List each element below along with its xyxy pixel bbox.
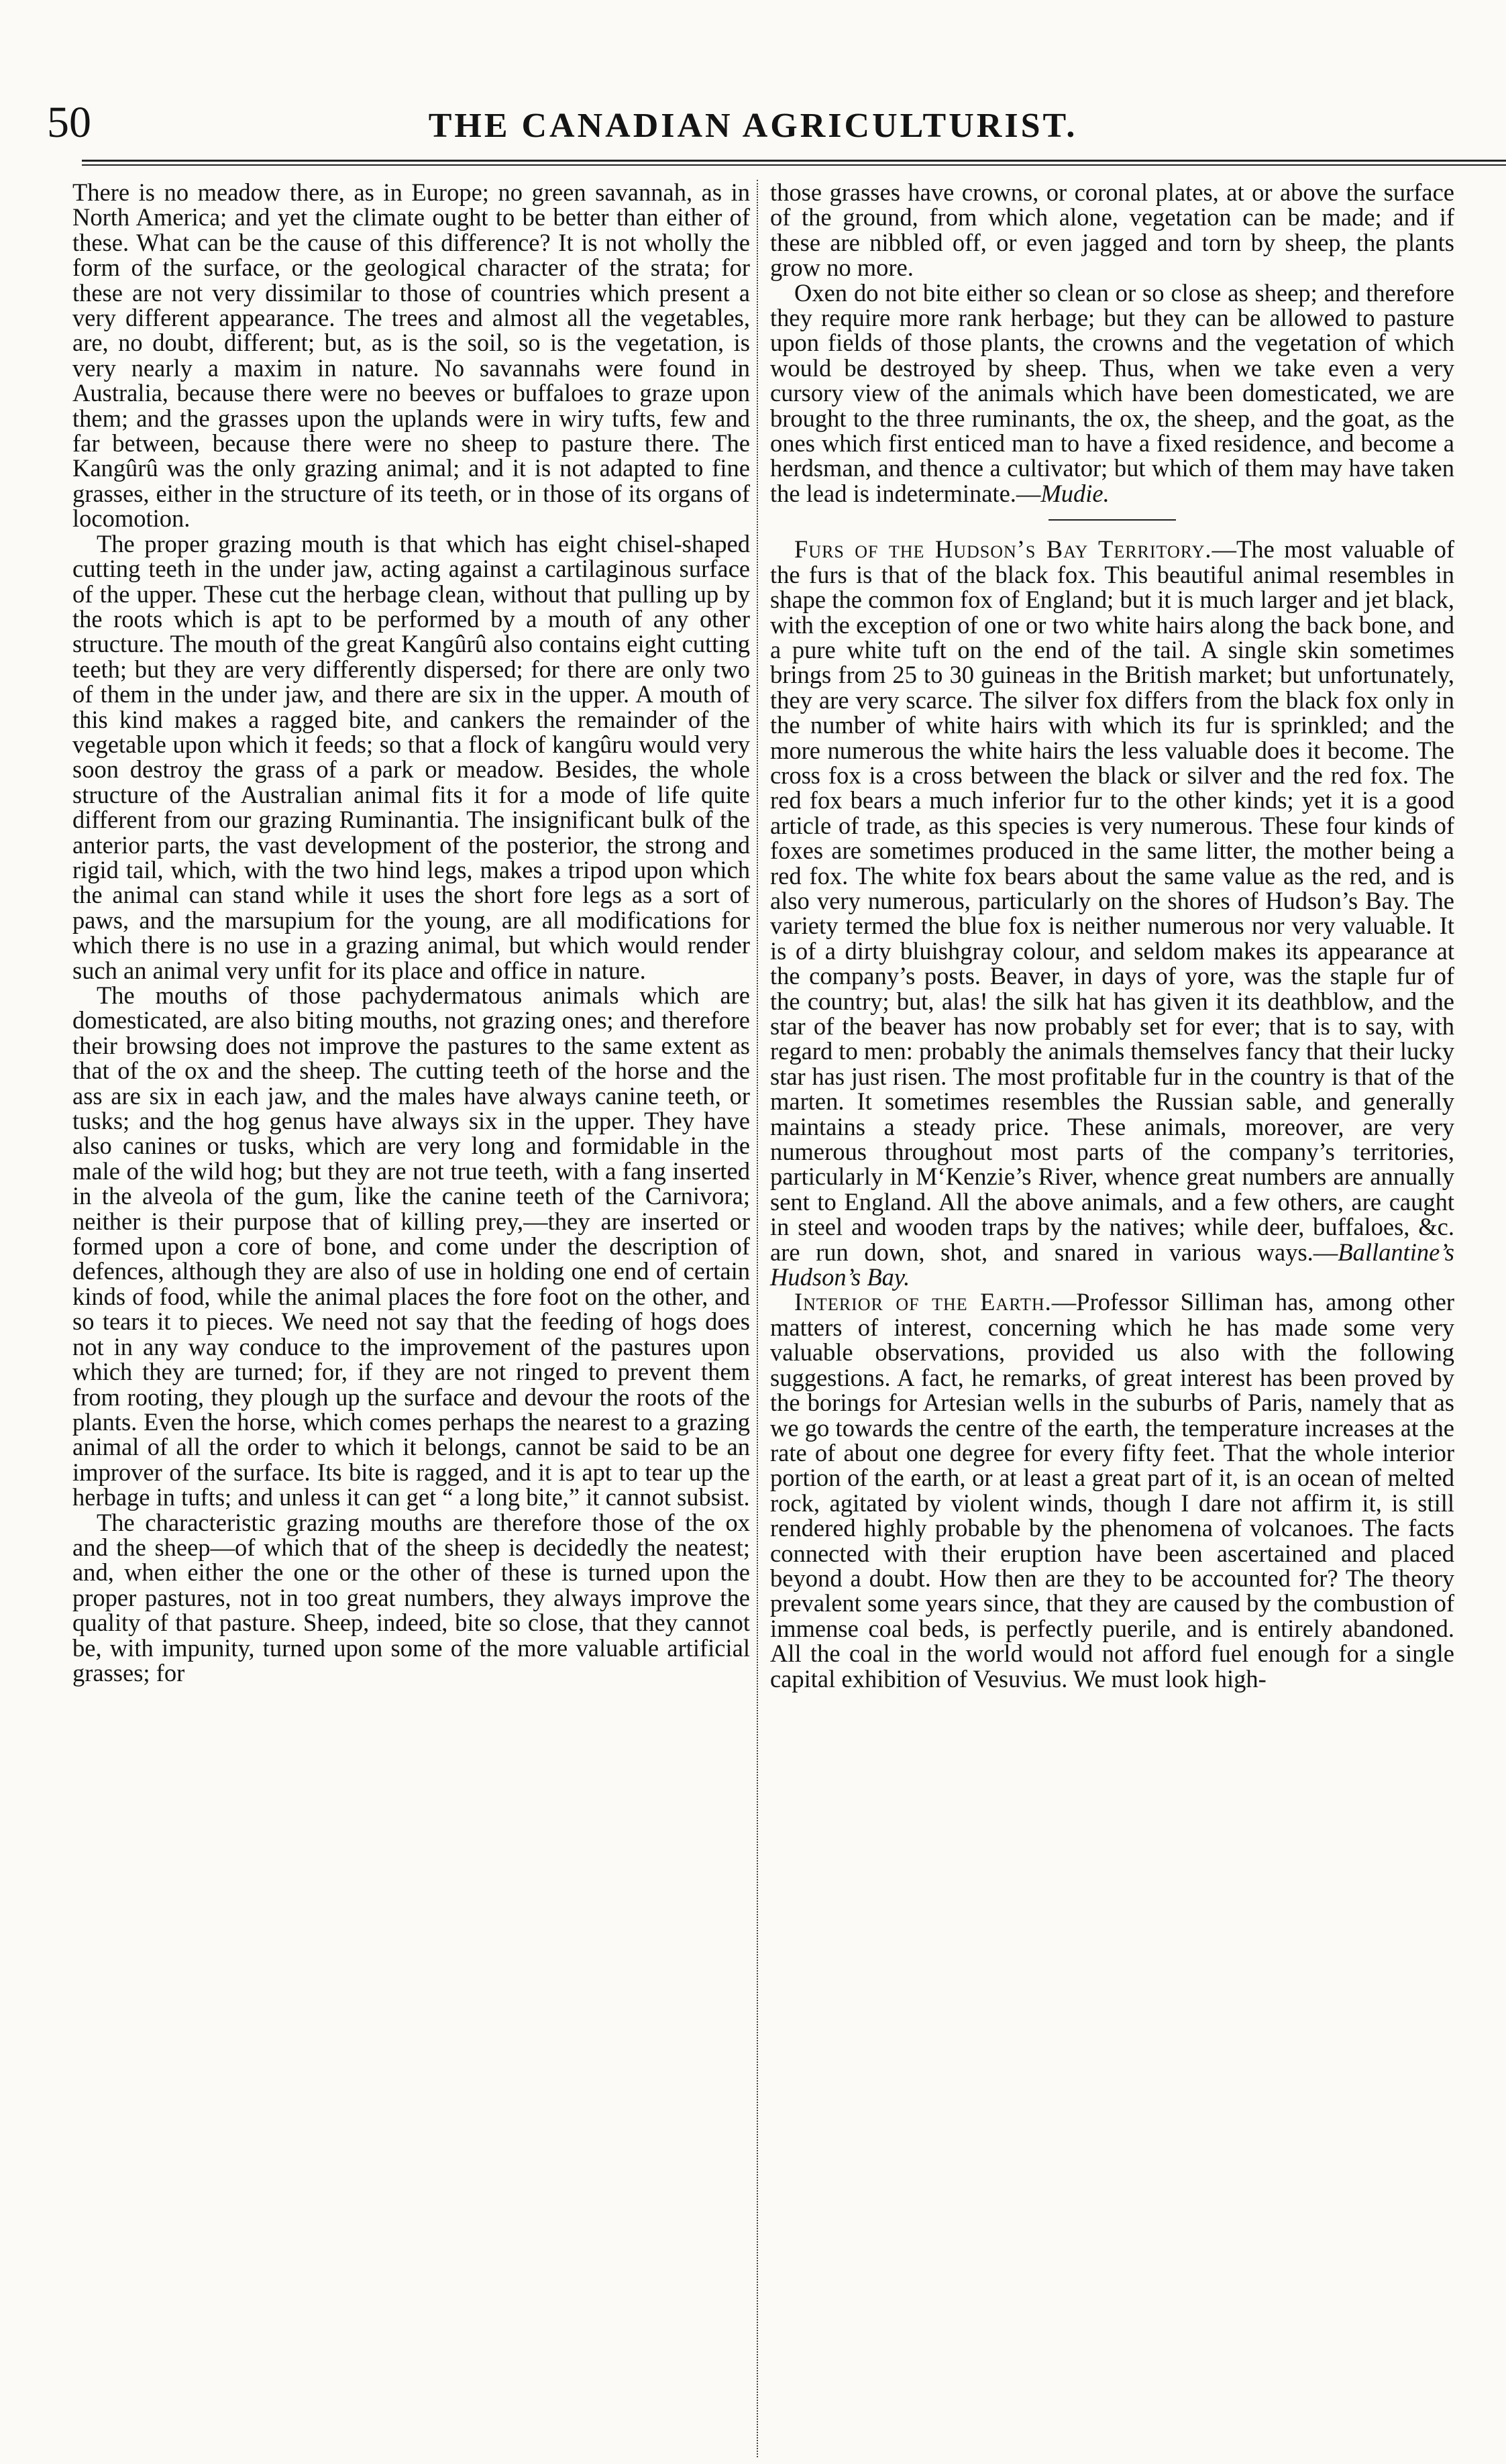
paragraph-text: Oxen do not bite either so clean or so close as sheep; and therefore they require more rank herbage; but they can be allowed to pasture upon fields of those plants, the crowns and the vegetation of which would be destroyed by sheep. Thus, when we take even a very cursory view of the animals which have been domesticated, we are brought to the three ruminants, the ox, the sheep, and the goat, as the ones which first enticed man to have a fixed residence, and become a herdsman, and thence a cultivator; but which of them may have taken the lead is indeterminate.— <box>770 278 1454 507</box>
article-furs <box>770 537 1454 1289</box>
right-column <box>770 180 1454 1691</box>
article-heading: Interior of the Earth. <box>794 1288 1052 1316</box>
paragraph: There is no meadow there, as in Europe; no green savannah, as in North America; and yet the climate ought to be better than either of these. What can be the cause of this difference? It is not wholly the form of the surface, or the geological character of the strata; for these are not very dissimilar to those of countries which present a very different appearance. The trees and almost all the vegetables, are, no doubt, different; but, as is the soil, so is the vegetation, is very nearly a maxim in nature. No savannahs were found in Australia, because there were no beeves or buffaloes to graze upon them; and the grasses upon the uplands were in wiry tufts, few and far between, because there were no sheep to pasture there. The Kangûrû was the only grazing animal; and it is not adapted to fine grasses, either in the structure of its teeth, or in those of its organs of locomotion. <box>72 178 750 533</box>
paragraph: The characteristic grazing mouths are therefore those of the ox and the sheep—of which that of the sheep is decidedly the neatest; and, when either the one or the other of these is turned upon the proper pastures, not in too great numbers, they always improve the quality of that pasture. Sheep, indeed, bite so close, that they cannot be, with impunity, turned upon some of the more valuable artificial grasses; for <box>72 1508 750 1686</box>
header-rule <box>82 160 1506 166</box>
paragraph: The proper grazing mouth is that which has eight chisel-shaped cutting teeth in the under jaw, acting against a cartilaginous surface of the upper. These cut the herbage clean, without that pulling up by the roots which is apt to be performed by a mouth of any other structure. The mouth of the great Kangûrû also contains eight cutting teeth; but they are very differently dispersed; for there are only two of them in the under jaw, and there are six in the upper. A mouth of this kind makes a ragged bite, and cankers the remainder of the vegetable upon which it feeds; so that a flock of kangûru would very soon destroy the grass of a park or meadow. Besides, the whole structure of the Australian animal fits it for a mode of life quite different from our grazing Ruminantia. The insignificant bulk of the anterior parts, the vast development of the posterior, the strong and rigid tail, which, with the two hind legs, makes a tripod upon which the animal can stand while it uses the short fore legs as a sort of paws, and the marsupium for the young, are all modifications for which there is no use in a grazing animal, but which would render such an animal very unfit for its place and office in nature. <box>72 529 750 984</box>
source-attribution: Ballantine’s Hudson’s Bay. <box>770 1238 1454 1291</box>
article-heading: Furs of the Hudson’s Bay Territory. <box>794 535 1212 564</box>
article-earth <box>770 1289 1454 1691</box>
article-separator <box>1048 519 1176 521</box>
paragraph <box>770 280 1454 506</box>
running-head: THE CANADIAN AGRICULTURIST. <box>428 107 1078 145</box>
source-attribution: Mudie. <box>1040 479 1110 507</box>
paragraph: The mouths of those pachydermatous animals which are domesticated, are also biting mouths, not grazing ones; and therefore their browsing does not improve the pastures to the same extent as that of the ox and the sheep. The cutting teeth of the horse and the ass are six in each jaw, and the males have always canine teeth, or tusks; and the hog genus have always six in the upper. They have also canines or tusks, which are very long and formidable in the male of the wild hog; but they are not true teeth, with a fang inserted in the alveola of the gum, like the canine teeth of the Carnivora; neither is their purpose that of killing prey,—they are inserted or formed upon a core of bone, and come under the description of defences, although they are also of use in holding one end of certain kinds of food, while the animal places the fore foot on the other, and so tears it to pieces. We need not say that the feeding of hogs does not in any way conduce to the improvement of the pastures upon which they are turned; for, if they are not ringed to prevent them from rooting, they plough up the surface and devour the roots of the plants. Even the horse, which comes perhaps the nearest to a grazing animal of all the order to which it belongs, cannot be said to be an improver of the surface. Its bite is ragged, and it is apt to tear up the herbage in tufts; and unless it can get “ a long bite,” it cannot subsist. <box>72 981 750 1511</box>
article-text: —Professor Silliman has, among other matters of interest, concerning which he has made some very valuable observations, provided us also with the following suggestions. A fact, he remarks, of great interest has been proved by the borings for Artesian wells in the suburbs of Paris, namely that as we go towards the centre of the earth, the temperature increases at the rate of about one degree for every fifty feet. That the whole interior portion of the earth, or at least a great part of it, is an ocean of melted rock, agitated by violent winds, though I dare not affirm it, is still rendered highly probable by the phenomena of volcanoes. The facts connected with their eruption have been ascertained and placed beyond a doubt. How then are they to be accounted for? The theory prevalent some years since, that they are caused by the combustion of immense coal beds, is perfectly puerile, and is entirely abandoned. All the coal in the world would not afford fuel enough for a single capital exhibition of Vesuvius. We must look high- <box>770 1288 1454 1693</box>
left-column <box>72 180 750 1685</box>
article-text: —The most valuable of the furs is that of the black fox. This beautiful animal resembles in shape the common fox of England; but it is much larger and jet black, with the exception of one or two white hairs along the back bone, and a pure white tuft on the end of the tail. A single skin sometimes brings from 25 to 30 guineas in the British market; but unfortunately, they are very scarce. The silver fox differs from the black fox only in the number of white hairs with which its fur is sprinkled; and the more numerous the white hairs the less valuable does it become. The cross fox is a cross between the black or silver and the red fox. The red fox bears a much inferior fur to the other kinds; yet it is a good article of trade, as this species is very numerous. These four kinds of foxes are sometimes produced in the same litter, the mother being a red fox. The white fox bears about the same value as the red, and is also very numerous, particularly on the shores of Hudson’s Bay. The variety termed the blue fox is neither numerous nor very valuable. It is of a dirty bluishgray colour, and seldom makes its appearance at the company’s posts. Beaver, in days of yore, was the staple fur of the country; but, alas! the silk hat has given it its deathblow, and the star of the beaver has now probably set for ever; that is to say, with regard to men: probably the animals themselves fancy that their lucky star has just risen. The most profitable fur in the country is that of the marten. It sometimes resembles the Russian sable, and generally maintains a steady price. These animals, moreover, are very numerous throughout most parts of the company’s territories, particularly in M‘Kenzie’s River, whence great numbers are annually sent to England. All the above animals, and a few others, are caught in steel and wooden traps by the natives; while deer, buffaloes, &c. are run down, shot, and snared in various ways.— <box>770 535 1455 1266</box>
column-divider <box>757 180 758 2457</box>
paragraph: those grasses have crowns, or coronal plates, at or above the surface of the ground, from which alone, vegetation can be made; and if these are nibbled off, or even jagged and torn by sheep, the plants grow no more. <box>770 178 1454 282</box>
page-number: 50 <box>47 98 91 147</box>
